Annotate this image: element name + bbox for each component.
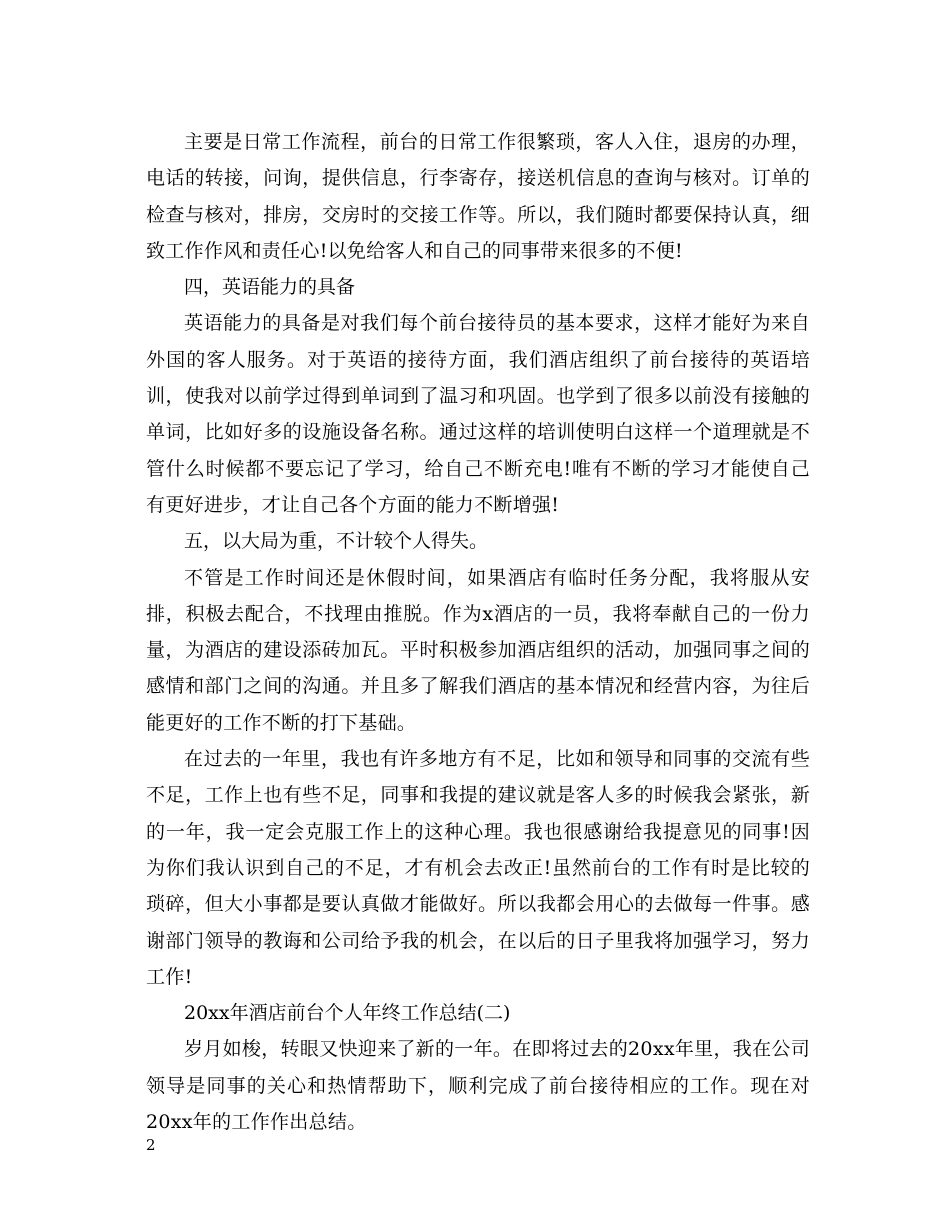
paragraph-english-ability: 英语能力的具备是对我们每个前台接待员的基本要求，这样才能好为来自外国的客人服务。对于英语的接待方面，我们酒店组织了前台接待的英语培训，使我对以前学过得到单词到了温习和巩固。也学到了很多以前没有接触的单词，比如好多的设施设备名称。通过这样的培训使明白这样一个道理就是不管什么时候都不要忘记了学习，给自己不断充电!唯有不断的学习才能使自己有更好进步，才让自己各个方面的能力不断增强! bbox=[146, 312, 810, 516]
page-number: 2 bbox=[146, 1136, 156, 1154]
paragraph-cooperation: 不管是工作时间还是休假时间，如果酒店有临时任务分配，我将服从安排，积极去配合，不找理由推脱。作为x酒店的一员，我将奉献自己的一份力量，为酒店的建设添砖加瓦。平时积极参加酒店组织的活动，加强同事之间的感情和部门之间的沟通。并且多了解我们酒店的基本情况和经营内容，为往后能更好的工作不断的打下基础。 bbox=[146, 566, 810, 734]
paragraph-daily-workflow: 主要是日常工作流程，前台的日常工作很繁琐，客人入住，退房的办理，电话的转接，问询，提供信息，行李寄存，接送机信息的查询与核对。订单的检查与核对，排房，交房时的交接工作等。所以，我们随时都要保持认真，细致工作作风和责任心!以免给客人和自己的同事带来很多的不便! bbox=[146, 131, 810, 262]
document-body bbox=[146, 124, 810, 1140]
paragraph-shortcomings: 在过去的一年里，我也有许多地方有不足，比如和领导和同事的交流有些不足，工作上也有些不足，同事和我提的建议就是客人多的时候我会紧张，新的一年，我一定会克服工作上的这种心理。我也很感谢给我提意见的同事!因为你们我认识到自己的不足，才有机会去改正!虽然前台的工作有时是比较的琐碎，但大小事都是要认真做才能做好。所以我都会用心的去做每一件事。感谢部门领导的教诲和公司给予我的机会，在以后的日子里我将加强学习，努力工作! bbox=[146, 748, 810, 988]
paragraph-year-intro: 岁月如梭，转眼又快迎来了新的一年。在即将过去的20xx年里，我在公司领导是同事的关心和热情帮助下，顺利完成了前台接待相应的工作。现在对20xx年的工作作出总结。 bbox=[146, 1038, 810, 1134]
heading-english-ability: 四，英语能力的具备 bbox=[184, 276, 356, 299]
heading-big-picture: 五，以大局为重，不计较个人得失。 bbox=[184, 530, 489, 553]
heading-summary-two: 20xx年酒店前台个人年终工作总结(二) bbox=[184, 1002, 511, 1025]
